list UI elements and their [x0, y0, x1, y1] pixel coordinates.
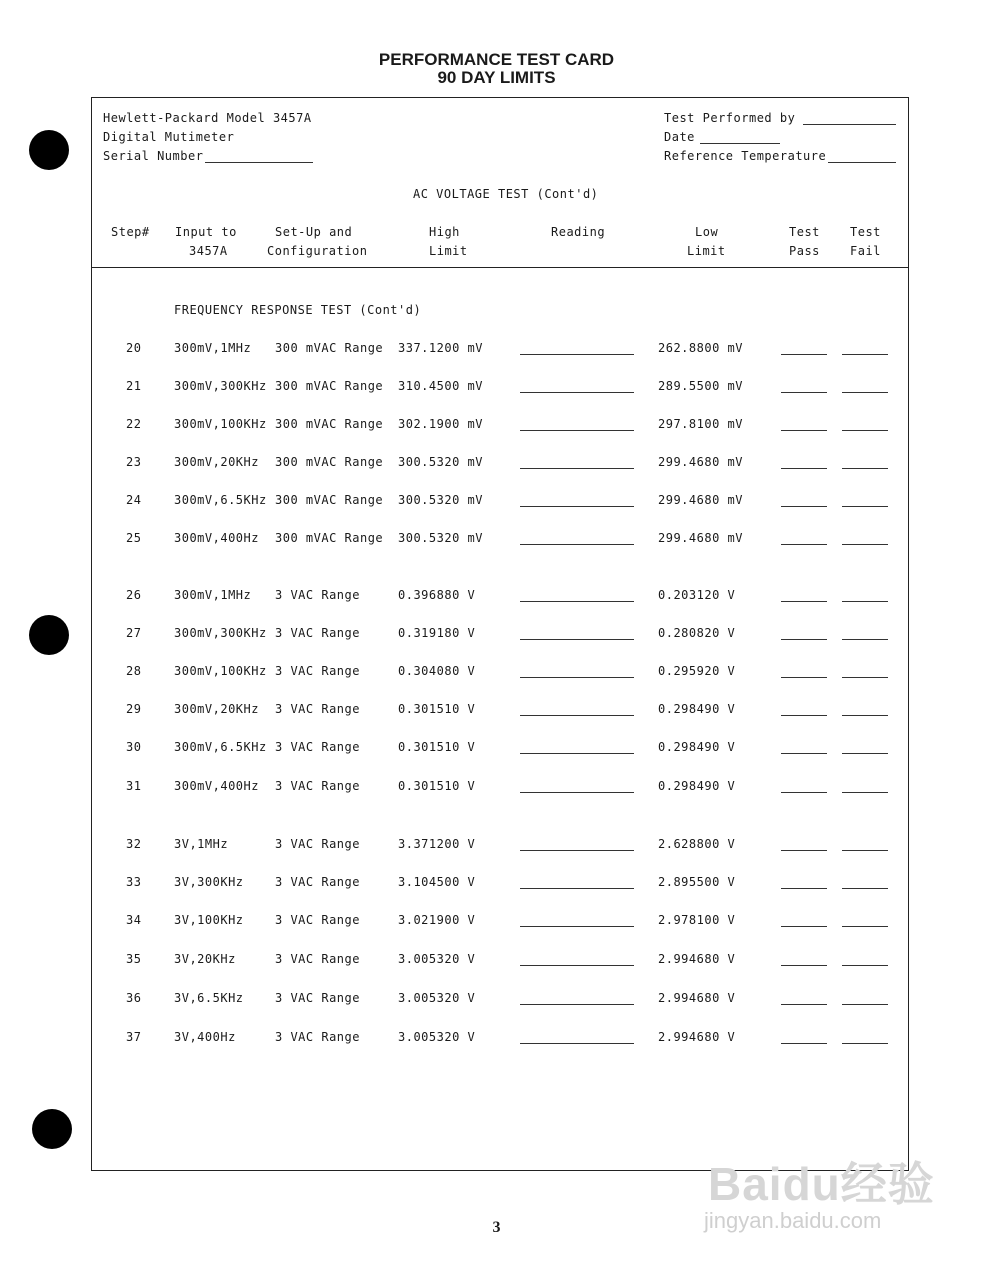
test-pass-field[interactable]: [781, 392, 827, 393]
setup-configuration: 300 mVAC Range: [275, 455, 384, 469]
input-value: 300mV,300KHz: [174, 379, 267, 393]
test-fail-field[interactable]: [842, 926, 888, 927]
test-pass-field[interactable]: [781, 1004, 827, 1005]
col-low-line2: Limit: [687, 244, 726, 258]
low-limit: 2.628800 V: [658, 837, 736, 851]
test-fail-field[interactable]: [842, 1004, 888, 1005]
setup-configuration: 300 mVAC Range: [275, 417, 384, 431]
page-subtitle: 90 DAY LIMITS: [437, 68, 556, 87]
low-limit: 2.994680 V: [658, 991, 736, 1005]
high-limit: 300.5320 mV: [398, 455, 483, 469]
test-fail-field[interactable]: [842, 1043, 888, 1044]
col-pass-line1: Test: [789, 225, 820, 239]
low-limit: 2.994680 V: [658, 952, 736, 966]
low-limit: 0.280820 V: [658, 626, 736, 640]
col-high-line2: Limit: [429, 244, 468, 258]
high-limit: 0.319180 V: [398, 626, 476, 640]
test-fail-field[interactable]: [842, 354, 888, 355]
step-number: 34: [126, 913, 142, 927]
step-number: 25: [126, 531, 142, 545]
high-limit: 337.1200 mV: [398, 341, 483, 355]
high-limit: 0.301510 V: [398, 779, 476, 793]
high-limit: 310.4500 mV: [398, 379, 483, 393]
input-value: 300mV,1MHz: [174, 341, 252, 355]
test-fail-field[interactable]: [842, 888, 888, 889]
reading-field[interactable]: [520, 468, 634, 469]
col-pass-line2: Pass: [789, 244, 820, 258]
reading-field[interactable]: [520, 715, 634, 716]
high-limit: 0.301510 V: [398, 740, 476, 754]
input-value: 300mV,6.5KHz: [174, 740, 267, 754]
col-high-line1: High: [429, 225, 460, 239]
high-limit: 300.5320 mV: [398, 531, 483, 545]
reading-field[interactable]: [520, 430, 634, 431]
input-value: 300mV,300KHz: [174, 626, 267, 640]
step-number: 32: [126, 837, 142, 851]
setup-configuration: 3 VAC Range: [275, 913, 360, 927]
watermark-logo: Baidu经验: [708, 1158, 935, 1210]
test-pass-field[interactable]: [781, 926, 827, 927]
date-label: Date: [664, 130, 695, 144]
date-field[interactable]: [700, 143, 780, 144]
test-fail-field[interactable]: [842, 715, 888, 716]
setup-configuration: 3 VAC Range: [275, 952, 360, 966]
step-number: 28: [126, 664, 142, 678]
reading-field[interactable]: [520, 926, 634, 927]
test-pass-field[interactable]: [781, 888, 827, 889]
low-limit: 0.298490 V: [658, 740, 736, 754]
page-number: 3: [492, 1219, 501, 1236]
instrument-label: Digital Mutimeter: [103, 130, 235, 144]
low-limit: 0.295920 V: [658, 664, 736, 678]
input-value: 300mV,20KHz: [174, 455, 259, 469]
binder-hole: [32, 1109, 72, 1149]
watermark-url: jingyan.baidu.com: [704, 1208, 882, 1233]
low-limit: 297.8100 mV: [658, 417, 743, 431]
performed-by-field[interactable]: [803, 124, 896, 125]
serial-number-label: Serial Number: [103, 149, 204, 163]
reference-temperature-label: Reference Temperature: [664, 149, 827, 163]
input-value: 300mV,100KHz: [174, 664, 267, 678]
step-number: 23: [126, 455, 142, 469]
test-fail-field[interactable]: [842, 850, 888, 851]
test-pass-field[interactable]: [781, 850, 827, 851]
setup-configuration: 3 VAC Range: [275, 664, 360, 678]
reading-field[interactable]: [520, 888, 634, 889]
reading-field[interactable]: [520, 1004, 634, 1005]
setup-configuration: 3 VAC Range: [275, 588, 360, 602]
test-pass-field[interactable]: [781, 639, 827, 640]
binder-hole: [29, 615, 69, 655]
reading-field[interactable]: [520, 544, 634, 545]
col-setup-line2: Configuration: [267, 244, 368, 258]
test-fail-field[interactable]: [842, 639, 888, 640]
setup-configuration: 3 VAC Range: [275, 875, 360, 889]
high-limit: 3.005320 V: [398, 1030, 476, 1044]
test-pass-field[interactable]: [781, 601, 827, 602]
test-pass-field[interactable]: [781, 544, 827, 545]
step-number: 31: [126, 779, 142, 793]
low-limit: 299.4680 mV: [658, 493, 743, 507]
setup-configuration: 300 mVAC Range: [275, 341, 384, 355]
step-number: 29: [126, 702, 142, 716]
reading-field[interactable]: [520, 354, 634, 355]
col-low-line1: Low: [695, 225, 719, 239]
input-value: 3V,300KHz: [174, 875, 244, 889]
reading-field[interactable]: [520, 1043, 634, 1044]
col-setup-line1: Set-Up and: [275, 225, 353, 239]
col-step: Step#: [111, 225, 150, 239]
test-fail-field[interactable]: [842, 601, 888, 602]
test-pass-field[interactable]: [781, 430, 827, 431]
setup-configuration: 3 VAC Range: [275, 991, 360, 1005]
input-value: 300mV,20KHz: [174, 702, 259, 716]
low-limit: 2.994680 V: [658, 1030, 736, 1044]
input-value: 3V,6.5KHz: [174, 991, 244, 1005]
low-limit: 289.5500 mV: [658, 379, 743, 393]
test-pass-field[interactable]: [781, 965, 827, 966]
col-input-line1: Input to: [175, 225, 237, 239]
low-limit: 0.298490 V: [658, 779, 736, 793]
input-value: 3V,20KHz: [174, 952, 236, 966]
setup-configuration: 3 VAC Range: [275, 1030, 360, 1044]
binder-hole: [29, 130, 69, 170]
test-fail-field[interactable]: [842, 677, 888, 678]
test-fail-field[interactable]: [842, 430, 888, 431]
step-number: 30: [126, 740, 142, 754]
low-limit: 2.895500 V: [658, 875, 736, 889]
reading-field[interactable]: [520, 601, 634, 602]
test-pass-field[interactable]: [781, 753, 827, 754]
performed-by-label: Test Performed by: [664, 111, 796, 125]
high-limit: 3.005320 V: [398, 991, 476, 1005]
col-input-line2: 3457A: [189, 244, 228, 258]
low-limit: 299.4680 mV: [658, 455, 743, 469]
step-number: 24: [126, 493, 142, 507]
test-pass-field[interactable]: [781, 792, 827, 793]
input-value: 3V,100KHz: [174, 913, 244, 927]
step-number: 20: [126, 341, 142, 355]
setup-configuration: 3 VAC Range: [275, 626, 360, 640]
setup-configuration: 3 VAC Range: [275, 779, 360, 793]
step-number: 22: [126, 417, 142, 431]
low-limit: 299.4680 mV: [658, 531, 743, 545]
reading-field[interactable]: [520, 965, 634, 966]
reading-field[interactable]: [520, 850, 634, 851]
step-number: 33: [126, 875, 142, 889]
input-value: 300mV,400Hz: [174, 531, 259, 545]
step-number: 35: [126, 952, 142, 966]
high-limit: 0.304080 V: [398, 664, 476, 678]
page-title: PERFORMANCE TEST CARD: [378, 50, 615, 69]
high-limit: 302.1900 mV: [398, 417, 483, 431]
low-limit: 0.298490 V: [658, 702, 736, 716]
reading-field[interactable]: [520, 639, 634, 640]
low-limit: 262.8800 mV: [658, 341, 743, 355]
setup-configuration: 300 mVAC Range: [275, 493, 384, 507]
input-value: 300mV,6.5KHz: [174, 493, 267, 507]
step-number: 37: [126, 1030, 142, 1044]
high-limit: 0.396880 V: [398, 588, 476, 602]
model-label: Hewlett-Packard Model 3457A: [103, 111, 312, 125]
reading-field[interactable]: [520, 506, 634, 507]
test-fail-field[interactable]: [842, 392, 888, 393]
test-pass-field[interactable]: [781, 506, 827, 507]
test-pass-field[interactable]: [781, 715, 827, 716]
test-pass-field[interactable]: [781, 354, 827, 355]
step-number: 36: [126, 991, 142, 1005]
test-fail-field[interactable]: [842, 468, 888, 469]
serial-number-field[interactable]: [205, 162, 313, 163]
input-value: 3V,1MHz: [174, 837, 229, 851]
input-value: 300mV,1MHz: [174, 588, 252, 602]
setup-configuration: 3 VAC Range: [275, 740, 360, 754]
high-limit: 3.371200 V: [398, 837, 476, 851]
col-fail-line2: Fail: [850, 244, 881, 258]
high-limit: 3.104500 V: [398, 875, 476, 889]
col-reading: Reading: [551, 225, 606, 239]
step-number: 21: [126, 379, 142, 393]
reading-field[interactable]: [520, 753, 634, 754]
test-fail-field[interactable]: [842, 544, 888, 545]
test-pass-field[interactable]: [781, 468, 827, 469]
test-pass-field[interactable]: [781, 1043, 827, 1044]
setup-configuration: 3 VAC Range: [275, 702, 360, 716]
reading-field[interactable]: [520, 677, 634, 678]
reference-temperature-field[interactable]: [828, 162, 896, 163]
low-limit: 0.203120 V: [658, 588, 736, 602]
test-fail-field[interactable]: [842, 506, 888, 507]
input-value: 300mV,400Hz: [174, 779, 259, 793]
high-limit: 3.021900 V: [398, 913, 476, 927]
col-fail-line1: Test: [850, 225, 881, 239]
setup-configuration: 300 mVAC Range: [275, 531, 384, 545]
test-fail-field[interactable]: [842, 753, 888, 754]
test-fail-field[interactable]: [842, 792, 888, 793]
high-limit: 0.301510 V: [398, 702, 476, 716]
subsection-heading: FREQUENCY RESPONSE TEST (Cont'd): [174, 303, 422, 317]
reading-field[interactable]: [520, 792, 634, 793]
reading-field[interactable]: [520, 392, 634, 393]
section-heading: AC VOLTAGE TEST (Cont'd): [413, 187, 599, 201]
input-value: 3V,400Hz: [174, 1030, 236, 1044]
setup-configuration: 3 VAC Range: [275, 837, 360, 851]
setup-configuration: 300 mVAC Range: [275, 379, 384, 393]
high-limit: 3.005320 V: [398, 952, 476, 966]
step-number: 27: [126, 626, 142, 640]
input-value: 300mV,100KHz: [174, 417, 267, 431]
step-number: 26: [126, 588, 142, 602]
test-fail-field[interactable]: [842, 965, 888, 966]
test-pass-field[interactable]: [781, 677, 827, 678]
low-limit: 2.978100 V: [658, 913, 736, 927]
high-limit: 300.5320 mV: [398, 493, 483, 507]
header-separator: [91, 267, 909, 268]
